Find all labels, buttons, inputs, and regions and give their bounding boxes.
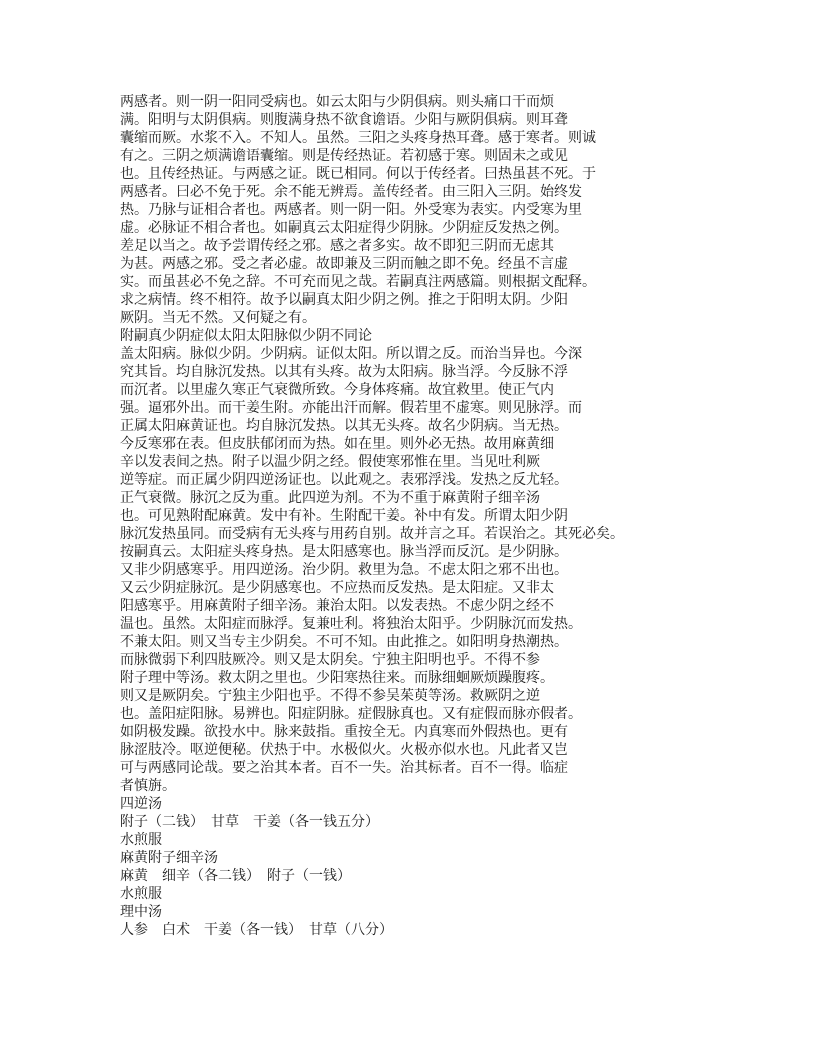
- recipe-title: 理中汤: [120, 904, 162, 920]
- text-line: 按嗣真云。太阳症头疼身热。是太阳感寒也。脉当浮而反沉。是少阴脉。: [120, 544, 568, 560]
- text-line: 有之。三阴之烦满谵语囊缩。则是传经热证。若初感于寒。则固未之或见: [120, 148, 568, 164]
- text-line: 附子理中等汤。救太阴之里也。少阳寒热往来。而脉细蛔厥烦躁腹疼。: [120, 670, 554, 686]
- recipe-ingredients: 人参 白术 干姜（各一钱） 甘草（八分）: [120, 922, 393, 938]
- text-line: 强。逼邪外出。而干姜生附。亦能出汗而解。假若里不虚寒。则见脉浮。而: [120, 400, 582, 416]
- recipe-title: 四逆汤: [120, 796, 162, 812]
- text-line: 则又是厥阴矣。宁独主少阳也乎。不得不参吴茱萸等汤。救厥阴之逆: [120, 688, 540, 704]
- text-line: 而沉者。以里虚久寒正气衰微所致。今身体疼痛。故宜救里。使正气内: [120, 382, 554, 398]
- document-page: [120, 93, 720, 939]
- text-line: 求之病情。终不相符。故予以嗣真太阳少阴之例。推之于阳明太阴。少阳: [120, 292, 568, 308]
- section-heading: 附嗣真少阴症似太阳太阳脉似少阴不同论: [120, 328, 372, 344]
- text-line: 囊缩而厥。水浆不入。不知人。虽然。三阳之头疼身热耳聋。感于寒者。则诚: [120, 130, 596, 146]
- text-line: 者慎旃。: [120, 778, 176, 794]
- text-line: 热。乃脉与证相合者也。两感者。则一阴一阳。外受寒为表实。内受寒为里: [120, 202, 582, 218]
- text-line: 也。盖阳症阳脉。易辨也。阳症阴脉。症假脉真也。又有症假而脉亦假者。: [120, 706, 582, 722]
- recipe-ingredients: 附子（二钱） 甘草 干姜（各一钱五分）: [120, 814, 379, 830]
- text-line: 脉沉发热虽同。而受病有无头疼与用药自别。故并言之耳。若误治之。其死必矣。: [120, 526, 624, 542]
- text-line: 又非少阴感寒乎。用四逆汤。治少阴。救里为急。不虑太阳之邪不出也。: [120, 562, 568, 578]
- recipe-instructions: 水煎服: [120, 886, 162, 902]
- recipe-instructions: 水煎服: [120, 832, 162, 848]
- text-line: 两感者。曰必不免于死。余不能无辨焉。盖传经者。由三阳入三阴。始终发: [120, 184, 582, 200]
- text-line: 盖太阳病。脉似少阴。少阴病。证似太阳。所以谓之反。而治当异也。今深: [120, 346, 582, 362]
- text-line: 温也。虽然。太阳症而脉浮。复兼吐利。将独治太阳乎。少阴脉沉而发热。: [120, 616, 582, 632]
- text-line: 正属太阳麻黄证也。均自脉沉发热。以其无头疼。故名少阴病。当无热。: [120, 418, 568, 434]
- text-line: 虚。必脉证不相合者也。如嗣真云太阳症得少阴脉。少阴症反发热之例。: [120, 220, 568, 236]
- text-line: 逆等症。而正属少阴四逆汤证也。以此观之。表邪浮浅。发热之反尤轻。: [120, 472, 568, 488]
- text-line: 差足以当之。故予尝谓传经之邪。感之者多实。故不即犯三阴而无虑其: [120, 238, 554, 254]
- recipe-title: 麻黄附子细辛汤: [120, 850, 218, 866]
- text-line: 满。阳明与太阴俱病。则腹满身热不欲食谵语。少阳与厥阴俱病。则耳聋: [120, 112, 568, 128]
- text-line: 正气衰微。脉沉之反为重。此四逆为剂。不为不重于麻黄附子细辛汤: [120, 490, 540, 506]
- text-line: 为甚。两感之邪。受之者必虚。故即兼及三阴而触之即不免。经虽不言虚: [120, 256, 568, 272]
- text-line: 如阴极发躁。欲投水中。脉来鼓指。重按全无。内真寒而外假热也。更有: [120, 724, 568, 740]
- text-line: 也。可见熟附配麻黄。发中有补。生附配干姜。补中有发。所谓太阳少阴: [120, 508, 568, 524]
- text-line: 厥阴。当无不然。又何疑之有。: [120, 310, 316, 326]
- text-line: 又云少阴症脉沉。是少阴感寒也。不应热而反发热。是太阳症。又非太: [120, 580, 554, 596]
- text-line: 实。而虽甚必不免之辞。不可充而见之哉。若嗣真注两感篇。则根据文配释。: [120, 274, 596, 290]
- recipe-ingredients: 麻黄 细辛（各二钱） 附子（一钱）: [120, 868, 351, 884]
- text-line: 不兼太阳。则又当专主少阴矣。不可不知。由此推之。如阳明身热潮热。: [120, 634, 568, 650]
- text-line: 究其旨。均自脉沉发热。以其有头疼。故为太阳病。脉当浮。今反脉不浮: [120, 364, 568, 380]
- text-line: 脉涩肢冷。呕逆便秘。伏热于中。水极似火。火极亦似水也。凡此者又岂: [120, 742, 568, 758]
- text-line: 而脉微弱下利四肢厥冷。则又是太阴矣。宁独主阳明也乎。不得不参: [120, 652, 540, 668]
- text-line: 两感者。则一阴一阳同受病也。如云太阳与少阴俱病。则头痛口干而烦: [120, 94, 554, 110]
- text-line: 阳感寒乎。用麻黄附子细辛汤。兼治太阳。以发表热。不虑少阴之经不: [120, 598, 554, 614]
- text-line: 辛以发表间之热。附子以温少阴之经。假使寒邪惟在里。当见吐利厥: [120, 454, 540, 470]
- text-line: 今反寒邪在表。但皮肤郁闭而为热。如在里。则外必无热。故用麻黄细: [120, 436, 554, 452]
- text-line: 也。且传经热证。与两感之证。既已相同。何以于传经者。曰热虽甚不死。于: [120, 166, 596, 182]
- text-line: 可与两感同论哉。要之治其本者。百不一失。治其标者。百不一得。临症: [120, 760, 568, 776]
